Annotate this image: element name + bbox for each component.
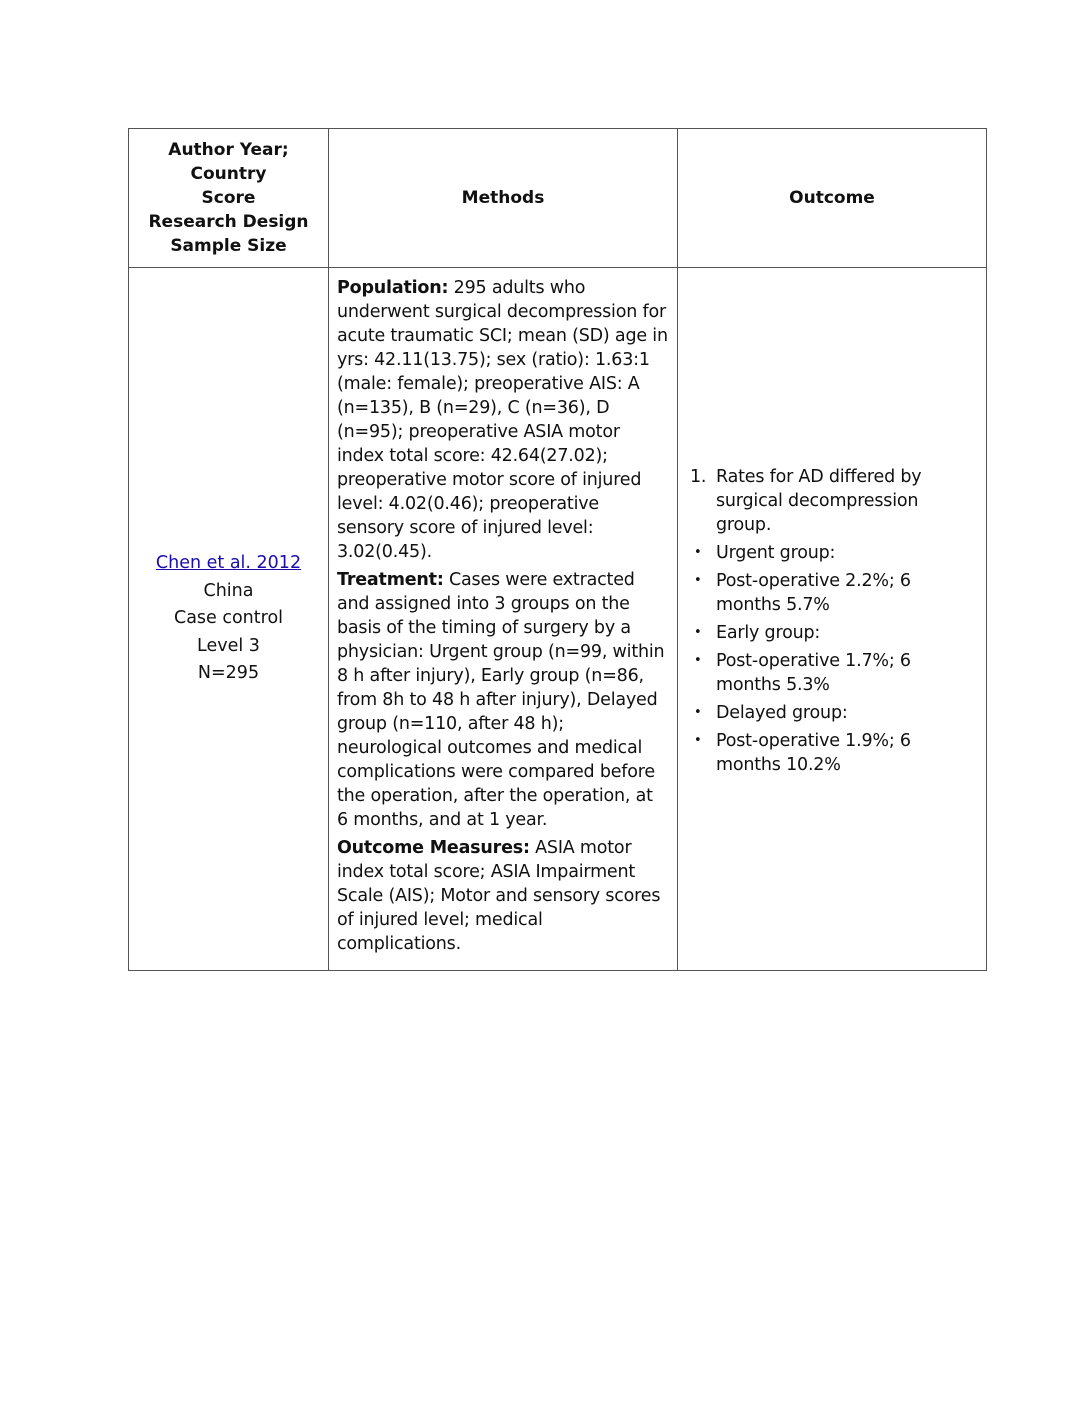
header-line: Research Design	[148, 212, 309, 232]
outcome-list	[688, 465, 978, 777]
header-line: Score	[201, 188, 256, 208]
list-text: Rates for AD differed by surgical decompression group.	[716, 467, 922, 535]
bullet-icon: •	[694, 653, 702, 668]
header-line: Author Year;	[168, 140, 289, 160]
list-text: Post-operative 1.9%; 6 months 10.2%	[716, 731, 911, 775]
study-cell	[129, 268, 329, 971]
population-label: Population:	[337, 278, 449, 298]
list-item	[688, 465, 978, 537]
list-item	[688, 569, 978, 617]
list-number: 1.	[690, 467, 707, 487]
header-row	[129, 129, 987, 268]
list-text: Early group:	[716, 623, 821, 643]
measures-paragraph	[337, 836, 669, 956]
bullet-icon: •	[694, 573, 702, 588]
list-text: Delayed group:	[716, 703, 848, 723]
bullet-icon: •	[694, 545, 702, 560]
bullet-icon: •	[694, 625, 702, 640]
header-outcome: Outcome	[678, 129, 987, 268]
header-study-info	[129, 129, 329, 268]
header-line: Country	[190, 164, 267, 184]
header-methods: Methods	[329, 129, 678, 268]
study-country: China	[203, 580, 254, 601]
list-item	[688, 649, 978, 697]
table-row	[129, 268, 987, 971]
study-sample-size: N=295	[197, 663, 260, 684]
header-line: Sample Size	[170, 236, 287, 256]
measures-text: ASIA motor index total score; ASIA Impairment Scale (AIS); Motor and sensory scores of injured level; medical complications.	[337, 838, 661, 954]
population-text: 295 adults who underwent surgical decompression for acute traumatic SCI; mean (SD) age in yrs: 42.11(13.75); sex (ratio): 1.63:1 (male: female); preoperative AIS: A (n=135), B (n=29), C (n=36), D (n=95); preoperative ASIA motor index total score: 42.64(27.02); preoperative motor score of injured level: 4.02(0.46); preoperative sensory score of injured level: 3.02(0.45).	[337, 278, 668, 562]
outcome-cell	[678, 268, 987, 971]
list-item	[688, 621, 978, 645]
treatment-paragraph	[337, 568, 669, 832]
list-item	[688, 729, 978, 777]
treatment-label: Treatment:	[337, 570, 444, 590]
list-text: Post-operative 1.7%; 6 months 5.3%	[716, 651, 911, 695]
list-text: Urgent group:	[716, 543, 836, 563]
list-item	[688, 541, 978, 565]
study-link[interactable]: Chen et al. 2012	[155, 553, 302, 574]
bullet-icon: •	[694, 705, 702, 720]
study-design: Case control	[173, 608, 284, 629]
list-item	[688, 701, 978, 725]
methods-cell	[329, 268, 678, 971]
bullet-icon: •	[694, 733, 702, 748]
measures-label: Outcome Measures:	[337, 838, 530, 858]
population-paragraph	[337, 276, 669, 564]
treatment-text: Cases were extracted and assigned into 3 groups on the basis of the timing of surgery by a physician: Urgent group (n=99, within 8 h after injury), Early group (n=86, from 8h to 48 h after injury), Delayed group (n=110, after 48 h); neurological outcomes and medical complications were compared before the operation, after the operation, at 6 months, and at 1 year.	[337, 570, 665, 830]
list-text: Post-operative 2.2%; 6 months 5.7%	[716, 571, 911, 615]
study-score: Level 3	[197, 635, 260, 656]
evidence-table	[128, 128, 987, 971]
